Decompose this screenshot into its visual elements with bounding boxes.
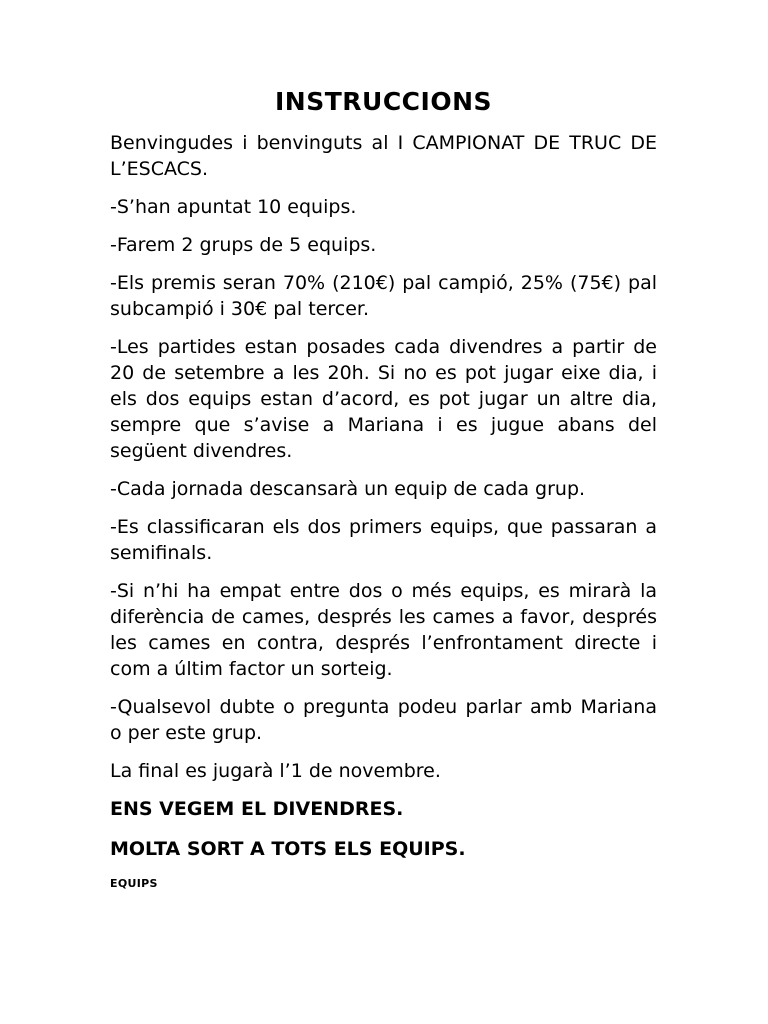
schedule-paragraph: -Les partides estan posades cada divendres a partir de 20 de setembre a les 20h. Si no es pot jugar eixe dia, i els dos equips estan d’acord, es pot jugar un altre dia, sempre que s’avise a Mariana i es jugue abans del següent divendres. — [110, 336, 657, 462]
closing-line-1: ENS VEGEM EL DIVENDRES. — [110, 798, 404, 820]
page-title: INSTRUCCIONS — [274, 87, 492, 116]
groups-paragraph: -Farem 2 grups de 5 equips. — [110, 234, 377, 256]
prizes-paragraph: -Els premis seran 70% (210€) pal campió, 25% (75€) pal subcampió i 30€ pal tercer. — [110, 272, 657, 320]
welcome-paragraph: Benvingudes i benvinguts al I CAMPIONAT DE TRUC DE L’ESCACS. — [110, 132, 657, 180]
classification-paragraph: -Es classificaran els dos primers equips, que passaran a semifinals. — [110, 516, 657, 564]
teams-count-paragraph: -S’han apuntat 10 equips. — [110, 196, 357, 218]
tiebreak-paragraph: -Si n’hi ha empat entre dos o més equips, es mirarà la diferència de cames, després les cames a favor, després les cames en contra, després l’enfrontament directe i com a últim factor un sorteig. — [110, 580, 657, 680]
questions-paragraph: -Qualsevol dubte o pregunta podeu parlar amb Mariana o per este grup. — [110, 696, 657, 744]
document-page — [110, 84, 657, 892]
rest-paragraph: -Cada jornada descansarà un equip de cada grup. — [110, 478, 586, 500]
teams-section-label: EQUIPS — [110, 877, 158, 890]
final-date-paragraph: La final es jugarà l’1 de novembre. — [110, 760, 441, 782]
closing-line-2: MOLTA SORT A TOTS ELS EQUIPS. — [110, 838, 466, 860]
